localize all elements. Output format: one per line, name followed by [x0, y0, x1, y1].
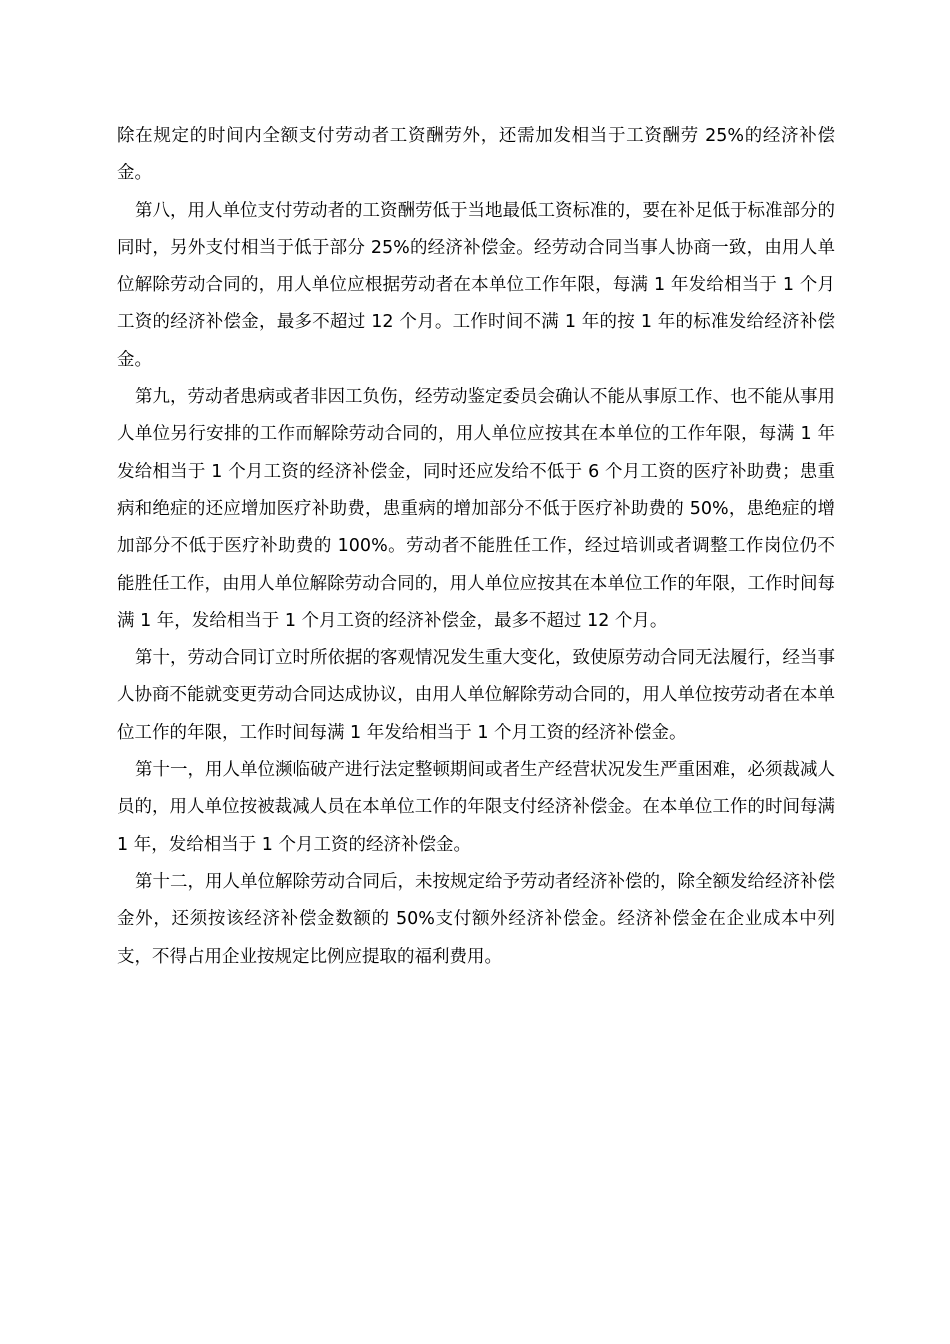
paragraph-article-8: 第八，用人单位支付劳动者的工资酬劳低于当地最低工资标准的，要在补足低于标准部分的同时，另外支付相当于低于部分 25%的经济补偿金。经劳动合同当事人协商一致，由用人单位解除劳动合同的，用人单位应根据劳动者在本单位工作年限，每满 1 年发给相当于 1 个月工资的经济补偿金，最多不超过 12 个月。工作时间不满 1 年的按 1 年的标准发给经济补偿金。	[117, 200, 835, 370]
document-body	[117, 118, 835, 976]
paragraph-article-11: 第十一，用人单位濒临破产进行法定整顿期间或者生产经营状况发生严重困难，必须裁减人员的，用人单位按被裁减人员在本单位工作的年限支付经济补偿金。在本单位工作的时间每满 1 年，发给相当于 1 个月工资的经济补偿金。	[117, 760, 835, 855]
paragraph-article-10: 第十，劳动合同订立时所依据的客观情况发生重大变化，致使原劳动合同无法履行，经当事人协商不能就变更劳动合同达成协议，由用人单位解除劳动合同的，用人单位按劳动者在本单位工作的年限，工作时间每满 1 年发给相当于 1 个月工资的经济补偿金。	[117, 648, 835, 743]
paragraph-article-12: 第十二，用人单位解除劳动合同后，未按规定给予劳动者经济补偿的，除全额发给经济补偿金外，还须按该经济补偿金数额的 50%支付额外经济补偿金。经济补偿金在企业成本中列支，不得占用企业按规定比例应提取的福利费用。	[117, 871, 835, 967]
paragraph-article-9: 第九，劳动者患病或者非因工负伤，经劳动鉴定委员会确认不能从事原工作、也不能从事用人单位另行安排的工作而解除劳动合同的，用人单位应按其在本单位的工作年限，每满 1 年发给相当于 1 个月工资的经济补偿金，同时还应发给不低于 6 个月工资的医疗补助费；患重病和绝症的还应增加医疗补助费，患重病的增加部分不低于医疗补助费的 50%，患绝症的增加部分不低于医疗补助费的 100%。劳动者不能胜任工作，经过培训或者调整工作岗位仍不能胜任工作，由用人单位解除劳动合同的，用人单位应按其在本单位工作的年限，工作时间每满 1 年，发给相当于 1 个月工资的经济补偿金，最多不超过 12 个月。	[117, 387, 835, 631]
paragraph-continuation: 除在规定的时间内全额支付劳动者工资酬劳外，还需加发相当于工资酬劳 25%的经济补偿金。	[117, 126, 835, 184]
